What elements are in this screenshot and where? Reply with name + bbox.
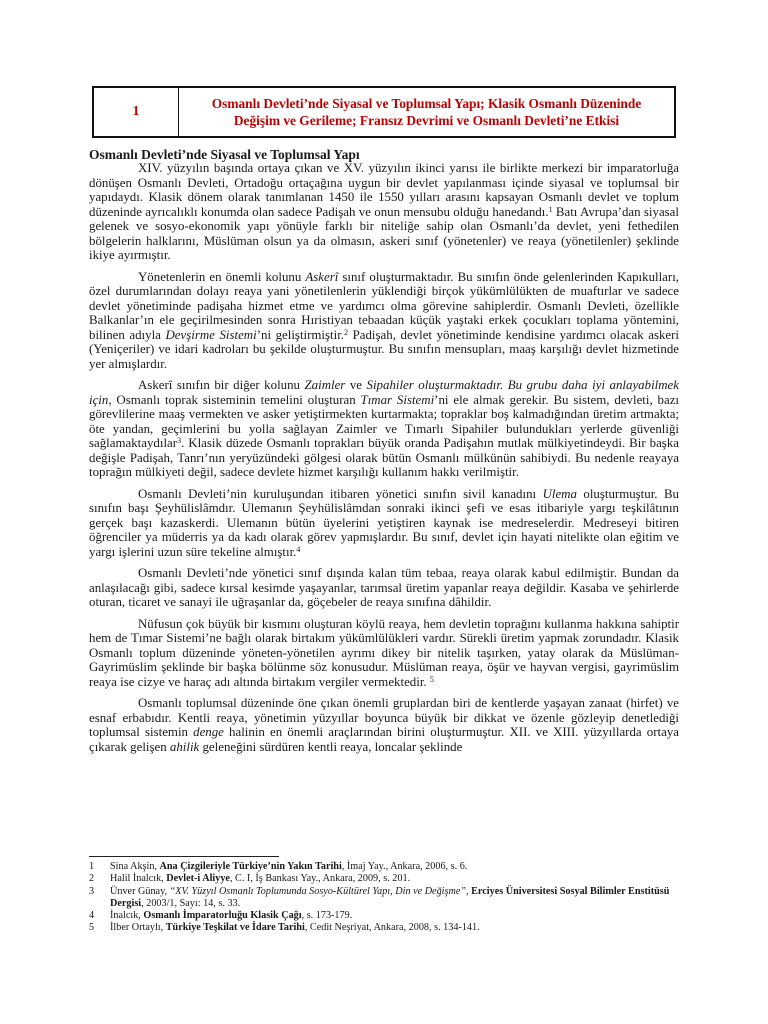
paragraph-text: oluşturmuştur. Bu sınıfın başı Şeyhülislâmdır. Ulemanın Şeyhülislâmdan sonraki ikinci şefi ve esas itibariyle yargı teşkilâtının gerçek başı kazaskerdi. Ulemanın bütün üyelerini yetiştiren kaynak ise medreselerdir. Medreseyi bitiren öğrenciler ya müderris ya da kadı olarak görev yapmışlardır. Bu sınıf, devlet için hayati nitelikte olan eğitim ve yargı işlerini uzun süre tekeline almıştır.: [89, 486, 679, 559]
footnote-text: İlber Ortaylı, Türkiye Teşkilat ve İdare Tarihi, Cedit Neşriyat, Ankara, 2008, s. 134-141.: [110, 922, 480, 934]
footnote-ref-1[interactable]: 1: [548, 204, 553, 214]
italic-term-denge: denge: [193, 725, 224, 739]
footnote-2: [89, 873, 679, 885]
italic-term-ahilik: ahilik: [169, 739, 200, 754]
paragraph-1: [89, 161, 679, 263]
chapter-title: Osmanlı Devleti’nde Siyasal ve Toplumsal Yapı; Klasik Osmanlı Düzeninde Değişim ve Gerileme; Fransız Devrimi ve Osmanlı Devleti’ne Etkisi: [211, 96, 642, 128]
footnote-ref-3[interactable]: 3: [177, 436, 182, 445]
footnote-text: Sina Akşin, Ana Çizgileriyle Türkiye’nin Yakın Tarihi, İmaj Yay., Ankara, 2006, s. 6.: [110, 861, 468, 872]
footnote-ref-4[interactable]: 4: [296, 544, 301, 554]
chapter-number: 1: [94, 88, 179, 136]
paragraph-text: Osmanlı toplumsal düzeninde öne çıkan önemli gruplardan biri de kentlerde yaşayan zanaat (hirfet) ve esnaf erbabıdır. Kentli reaya, yönetimin yüzyıllar boyunca büyük bir dikkat ve özenle gözleyip denetlediği toplumsal sistemin: [89, 696, 679, 739]
footnote-4: [89, 910, 679, 922]
paragraph-text: XIV. yüzyılın başında ortaya çıkan ve XV. yüzyılın ikinci yarısı ile birlikte merkezi bir imparatorluğa dönüşen Osmanlı Devleti, Ortadoğu ortaçağına uygun bir devlet yapılanması içinde siyasal ve toplumsal bir yapıdaydı. Klasik dönem olarak tanımlanan 1450 ile 1550 yılları arasını kapsayan Osmanlı devlet ve toplum düzeninde ayrıcalıklı konumda olan sadece Padişah ve onun mensubu olduğu hanedandı.: [89, 161, 679, 219]
italic-term-timar: Tımar Sistemi: [360, 392, 435, 407]
footnote-number: 3: [89, 885, 95, 897]
paragraph-text: Yönetenlerin en önemli kolunu: [138, 269, 306, 284]
italic-term-askeri: Askerî: [305, 269, 339, 284]
paragraph-text: ve: [345, 378, 367, 392]
paragraph-7: [89, 696, 679, 754]
paragraph-text: halinin en önemli araçlarından birini oluşturmuştur. XII. ve XIII. yüzyıllarda ortaya çıkarak gelişen: [89, 725, 679, 754]
italic-term-devsirme: Devşirme Sistemi: [165, 327, 257, 342]
footnotes: [89, 861, 679, 935]
section-heading: Osmanlı Devleti’nde Siyasal ve Toplumsal Yapı: [89, 147, 360, 162]
paragraph-text: Nüfusun çok büyük bir kısmını oluşturan köylü reaya, hem devletin toprağını kullanma hakkına sahiptir hem de Tımar Sistemi’ne bağlı olarak birtakım yükümlülükleri vardır. Sürekli üretim yapmak zorundadır. Klasik Osmanlı toplum düzeninde yöneten-yönetilen ayrımı dikey bir nitelik taşırken, yatay olarak da Müslüman-Gayrimüslim şeklinde bir başka bölünme söz konusudur. Müslüman reaya, öşür ve hayvan vergisi, gayrimüslim reaya ise cizye ve haraç adı altında birtakım vergiler vermektedir.: [89, 616, 679, 689]
italic-term-ulema: Ulema: [542, 486, 577, 501]
paragraph-text: , Osmanlı toprak sisteminin temelini oluşturan: [108, 392, 361, 407]
paragraph-text: ’ni geliştirmiştir.: [256, 327, 345, 342]
paragraph-text: Osmanlı Devleti’nin kuruluşundan itibaren yönetici sınıfın sivil kanadını: [138, 486, 543, 501]
footnote-number: 4: [89, 910, 95, 922]
footnote-1: [89, 861, 679, 873]
footnote-book-title: Devlet-i Aliyye: [166, 873, 230, 885]
footnote-ref-2[interactable]: 2: [344, 327, 349, 337]
paragraph-text: Askerî sınıfın bir diğer kolunu: [138, 378, 305, 392]
paragraph-6: [89, 617, 679, 690]
footnote-text: Ünver Günay, “XV. Yüzyıl Osmanlı Toplumunda Sosyo-Kültürel Yapı, Din ve Değişme”, Erciyes Üniversitesi Sosyal Bilimler Enstitüsü Dergisi, 2003/1, Sayı: 14, s. 33.: [110, 885, 670, 909]
paragraph-text: . Klasik düzede Osmanlı toprakları büyük oranda Padişahın mutlak mülkiyetindeydi. Bir başka değişle Padişah, Tanrı’nın yeryüzündeki gölgesi olarak bütün Osmanlı mülkünün sahibiydi. Bu nedenle reayaya toprağın mülkiyeti değil, sadece devlete hizmet karşılığı kullanım hakkı verilmiştir.: [89, 436, 679, 479]
footnote-book-title: Ana Çizgileriyle Türkiye’nin Yakın Tarihi: [159, 861, 342, 872]
footnote-journal-title: Erciyes Üniversitesi Sosyal Bilimler Enstitüsü Dergisi: [110, 885, 670, 909]
paragraph-4: [89, 487, 679, 560]
paragraph-2: [89, 270, 679, 372]
chapter-header-box: [92, 86, 676, 138]
footnote-5: [89, 922, 679, 934]
italic-term-sipahiler: Sipahiler oluşturmaktadır. Bu grubu daha iyi anlayabilmek için: [89, 378, 679, 407]
paragraph-5: Osmanlı Devleti’nde yönetici sınıf dışında kalan tüm tebaa, reaya olarak kabul edilmiştir. Bundan da anlaşılacağı gibi, sadece kırsal kesimde yaşayanlar, tarımsal üretim yapanlar reaya değildir. Kasaba ve şehirlerde oturan, ticaret ve sanayi ile uğraşanlar da, göçebeler de reaya sınıfına dâhildir.: [89, 566, 679, 609]
paragraph-text: Batı Avrupa’dan siyasal gelenek ve sosyo-ekonomik yapı yönüyle farklı bir niteliğe sahip olan Osmanlı’da devlet, yeni fethedilen bölgelerin halklarını, Müslüman olsun ya da olmasın, askeri sınıf (yönetenler) ve reaya (yönetilenler) şeklinde ikiye ayırmıştır.: [89, 204, 679, 262]
paragraph-text: ’ni ele almak gerekir. Bu sistem, devleti, bazı görevlilerine maaş vermekten ve asker yetiştirmekten kurtarmakta; topraklar boş kalmadığından üretim artmakta; öte yandan, geçimlerini bu yolla sağlayan Zaimler ve Tımarlı Sipahiler bulundukları yerlerde güvenliği sağlamaktaydılar: [89, 392, 680, 450]
footnote-ref-5[interactable]: 5: [429, 674, 434, 684]
body-text: [89, 161, 679, 761]
footnote-3: [89, 886, 679, 911]
footnote-number: 1: [89, 861, 95, 872]
footnote-book-title: Türkiye Teşkilat ve İdare Tarihi: [165, 922, 305, 934]
footnote-book-title: Osmanlı İmparatorluğu Klasik Çağı: [143, 910, 302, 922]
footnote-separator: [89, 856, 279, 857]
footnote-text: Halil İnalcık, Devlet-i Aliyye, C. I, İş Bankası Yay., Ankara, 2009, s. 201.: [110, 873, 411, 885]
paragraph-3: [89, 378, 679, 480]
footnote-number: 5: [89, 922, 95, 934]
paragraph-text: Padişah, devlet yönetiminde kendisine yardımcı olacak askeri (Yeniçeriler) ve idari kadroları bu şekilde oluşturmuştur. Bu sınıfın mensupları, maaş karşılığı devlet hizmetinde yer almışlardır.: [89, 327, 680, 371]
footnote-text: İnalcık, Osmanlı İmparatorluğu Klasik Çağı, s. 173-179.: [110, 910, 353, 922]
italic-term-zaimler: Zaimler: [304, 378, 346, 392]
footnote-article-title: “XV. Yüzyıl Osmanlı Toplumunda Sosyo-Kültürel Yapı, Din ve Değişme”: [169, 885, 467, 897]
paragraph-text: geleneğini sürdüren kentli reaya, loncalar şeklinde: [199, 739, 463, 754]
paragraph-text: sınıf oluşturmaktadır. Bu sınıfın önde gelenlerinden Kapıkulları, özel durumlarından dolayı reaya yani yönetilenlerin yüklendiği birçok yükümlülükten de muaftırlar ve sadece devlet yönetiminde padişaha hizmet etme ve yardımcı olma görevine sahiplerdir. Osmanlı Devleti, özellikle Balkanlar’ın ele geçirilmesinden sonra Hıristiyan tebaadan küçük yaştaki erkek çocukları toplama yöntemini, bilinen adıyla: [89, 269, 680, 342]
footnote-number: 2: [89, 873, 95, 885]
